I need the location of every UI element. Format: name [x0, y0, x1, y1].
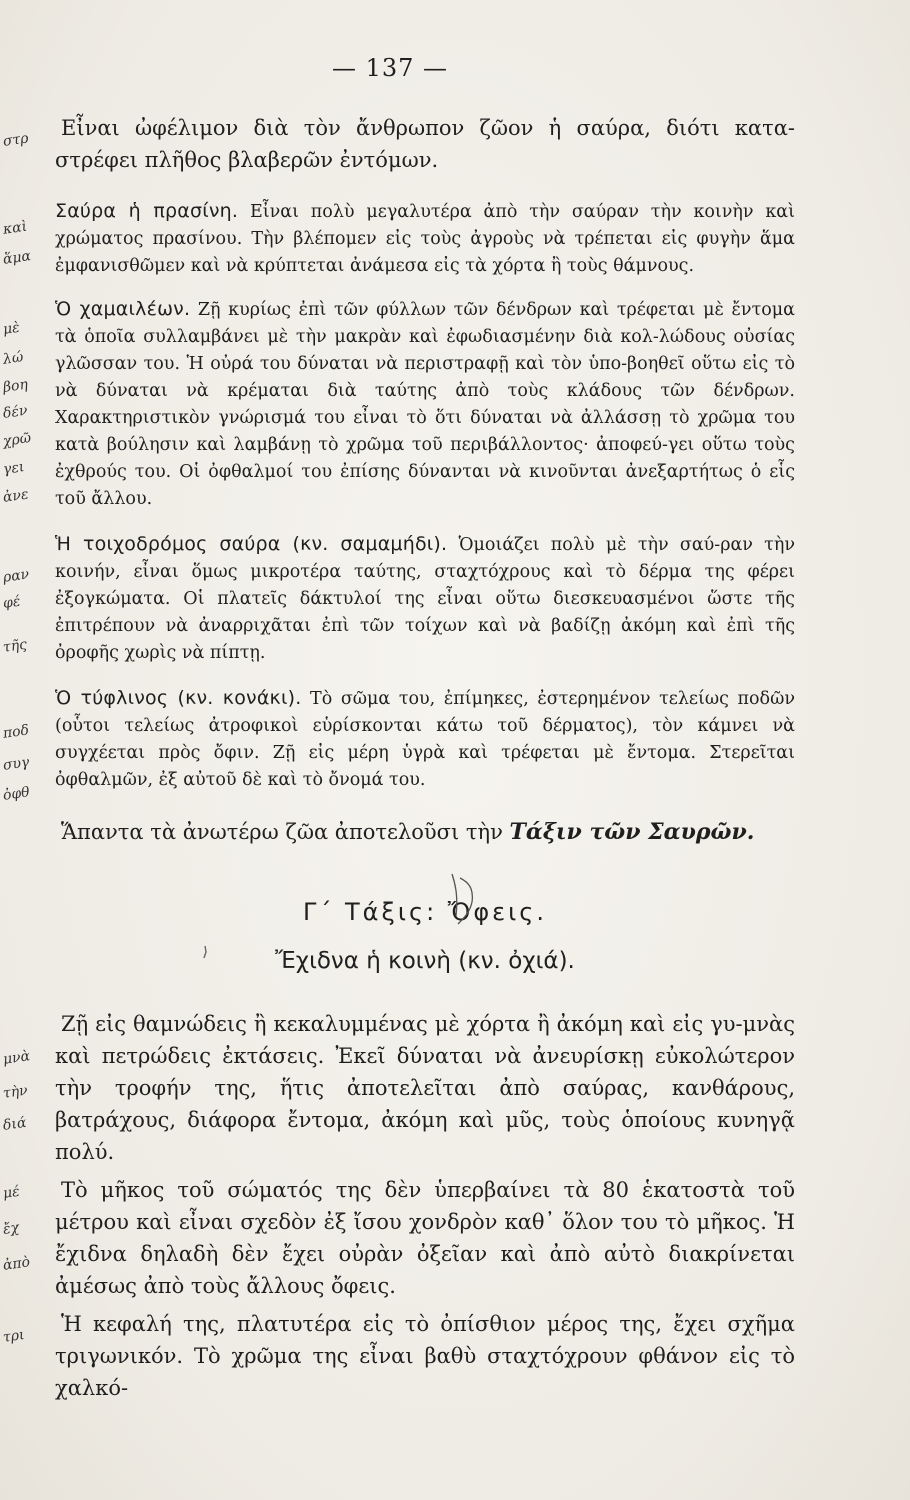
paragraph-viper-length: Τὸ μῆκος τοῦ σώματός της δὲν ὑπερβαίνει τὰ 80 ἑκατοστὰ τοῦ μέτρου καὶ εἶναι σχεδὸν ἐξ ἴσου χονδρὸν καθ᾽ ὅλον του τὸ μῆκος. Ἡ ἔχιδνα δηλαδὴ δὲν ἔχει οὐρὰν ὀξεῖαν καὶ ἀπὸ αὐτὸ διακρίνεται ἀμέσως ἀπὸ τοὺς ἄλλους ὄφεις. — [55, 1178, 795, 1298]
margin-note: μνὰ — [2, 1048, 32, 1068]
margin-note: μὲ — [2, 319, 21, 338]
margin-note: ἅμα — [2, 248, 32, 268]
margin-note: χρῶ — [2, 430, 33, 450]
margin-note: βοη — [2, 376, 29, 396]
margin-note: διά — [2, 1114, 28, 1134]
paragraph-lizard-benefit: Εἶναι ὠφέλιμον διὰ τὸν ἄνθρωπον ζῶον ἡ σαύρα, διότι κατα-στρέφει πλῆθος βλαβερῶν ἐντόμων. — [55, 116, 795, 172]
margin-note: ὀφθ — [2, 784, 31, 804]
ink-mark-icon — [200, 945, 210, 959]
page-content — [55, 112, 795, 1404]
margin-note: ἔχ — [2, 1219, 21, 1238]
paragraph-order-summary — [55, 816, 795, 848]
paragraph-viper-head: Ἡ κεφαλή της, πλατυτέρα εἰς τὸ ὀπίσθιον μέρος της, ἔχει σχῆμα τριγωνικόν. Τὸ χρῶμα της εἶναι βαθὺ σταχτόχρουν φθάνον εἰς τὸ χαλκό- — [55, 1312, 795, 1400]
body-green-lizard: Εἶναι πολὺ μεγαλυτέρα ἀπὸ τὴν σαύραν τὴν κοινὴν καὶ χρώματος πρασίνου. Τὴν βλέπομεν εἰς τοὺς ἀγροὺς νὰ τρέπεται εἰς φυγὴν ἅμα ἐμφανισθῶμεν καὶ νὰ κρύπτεται ἀνάμεσα εἰς τὰ χόρτα ἢ τοὺς θάμνους. — [55, 202, 795, 276]
paragraph-slow-worm — [55, 685, 795, 794]
summary-text: Ἅπαντα τὰ ἀνωτέρω ζῶα ἀποτελοῦσι τὴν — [61, 820, 503, 844]
margin-note: συγ — [2, 754, 31, 774]
body-wall-lizard: Ὁμοιάζει πολὺ μὲ τὴν σαύ-ραν τὴν κοινήν, εἶναι ὅμως μικροτέρα ταύτης, σταχτόχρους καὶ τὸ δέρμα της φέρει ἐξογκώματα. Οἱ πλατεῖς δάκτυλοί της εἶναι οὕτω διεσκευασμένοι ὥστε τῆς ἐπιτρέπουν νὰ ἀναρριχᾶται ἐπὶ τῶν τοίχων καὶ νὰ βαδίζῃ ἀκόμη καὶ ἐπὶ τῆς ὀροφῆς χωρὶς νὰ πίπτῃ. — [55, 535, 795, 663]
body-slow-worm: Τὸ σῶμα του, ἐπίμηκες, ἐστερημένον τελείως ποδῶν (οὗτοι τελείως ἀτροφικοὶ εὑρίσκονται κάτω τοῦ δέρματος), τὸν κάμνει νὰ συγχέεται πρὸς ὄφιν. Ζῇ εἰς μέρη ὑγρὰ καὶ τρέφεται μὲ ἔντομα. Στερεῖται ὀφθαλμῶν, ἐξ αὐτοῦ δὲ καὶ τὸ ὄνομά του. — [55, 689, 795, 790]
order-of-lizards: Τάξιν τῶν Σαυρῶν. — [509, 819, 755, 845]
margin-note: γει — [2, 459, 26, 478]
pencil-mark-icon — [446, 868, 486, 928]
margin-note: μέ — [2, 1183, 21, 1202]
margin-note: ἀνε — [2, 486, 30, 506]
margin-note: φέ — [2, 593, 22, 612]
heading-wall-lizard: Ἡ τοιχοδρόμος σαύρα (κν. σαμαμήδι). — [55, 533, 448, 555]
margin-note: τὴν — [2, 1082, 29, 1102]
margin-note: λώ — [2, 349, 25, 368]
margin-notes — [0, 0, 60, 1500]
paragraph-viper-habitat: Ζῇ εἰς θαμνώδεις ἢ κεκαλυμμένας μὲ χόρτα ἢ ἀκόμη καὶ εἰς γυ-μνὰς καὶ πετρώδεις ἐκτάσεις. Ἐκεῖ δύναται νὰ ἀνευρίσκῃ εὐκολώτερον τὴν τροφήν της, ἥτις ἀποτελεῖται ἀπὸ σαύρας, κανθάρους, βατράχους, διάφορα ἔντομα, ἀκόμη καὶ μῦς, τοὺς ὁποίους κυνηγᾷ πολύ. — [55, 1012, 795, 1164]
subsection-title-viper: Ἔχιδνα ἡ κοινὴ (κν. ὀχιά). — [275, 948, 575, 974]
section-title-snakes: Γ΄ Τάξις: Ὄφεις. — [303, 898, 547, 926]
heading-chameleon: Ὁ χαμαιλέων. — [55, 298, 191, 320]
body-chameleon: Ζῇ κυρίως ἐπὶ τῶν φύλλων τῶν δένδρων καὶ τρέφεται μὲ ἔντομα τὰ ὁποῖα συλλαμβάνει μὲ τὴν μακρὰν καὶ ἐφωδιασμένην διὰ κολ-λώδους οὐσίας γλῶσσαν του. Ἡ οὐρά του δύναται νὰ περιστραφῇ καὶ τὸν ὑπο-βοηθεῖ οὕτω εἰς τὸ νὰ δύναται νὰ κρέμαται διὰ ταύτης ἀπὸ τοὺς κλάδους τῶν δένδρων. Χαρακτηριστικὸν γνώρισμά του εἶναι τὸ ὅτι δύναται νὰ ἀλλάσσῃ τὸ χρῶμα του κατὰ βούλησιν καὶ λαμβάνῃ τὸ χρῶμα τοῦ περιβάλλοντος· ἀποφεύ-γει οὕτω τοὺς ἐχθρούς του. Οἱ ὀφθαλμοί του ἐπίσης δύνανται νὰ κινοῦνται ἀνεξαρτήτως ὁ εἷς τοῦ ἄλλου. — [55, 300, 795, 509]
margin-note: καὶ — [2, 218, 29, 238]
margin-note: δέν — [2, 402, 29, 422]
paragraph-green-lizard — [55, 198, 795, 280]
margin-note: ἀπὸ — [2, 1254, 32, 1274]
heading-green-lizard: Σαύρα ἡ πρασίνη. — [55, 200, 239, 222]
margin-note: στρ — [2, 130, 30, 150]
margin-note: ποδ — [2, 722, 31, 742]
page-number: — 137 — — [331, 54, 449, 82]
paragraph-chameleon — [55, 296, 795, 513]
margin-note: τῆς — [2, 636, 28, 656]
heading-slow-worm: Ὁ τύφλινος (κν. κονάκι). — [55, 687, 302, 709]
margin-note: τρι — [2, 1327, 26, 1346]
margin-note: ραν — [2, 566, 31, 586]
paragraph-wall-lizard — [55, 531, 795, 667]
